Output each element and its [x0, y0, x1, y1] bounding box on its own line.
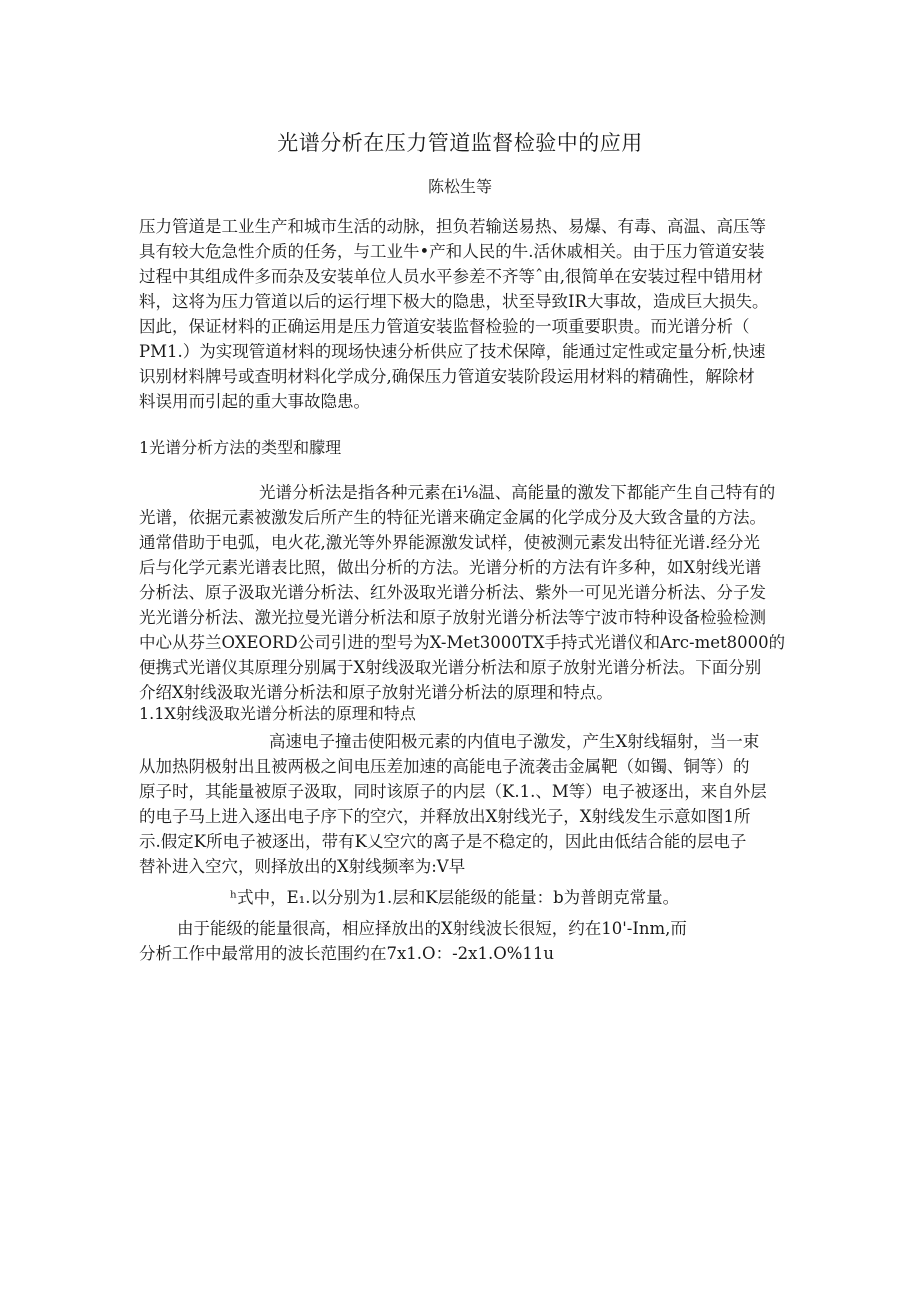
- text-line: 由于能级的能量很高，相应择放出的X射线波长很短，约在10'-Inm,而: [177, 919, 687, 938]
- text-line: 后与化学元素光谱表比照，做出分析的方法。光谱分析的方法有许多种，如X射线光谱: [139, 558, 762, 577]
- text-line: 通常借助于电弧，电火花,激光等外界能源激发试样，使被测元素发出特征光谱.经分光: [139, 533, 760, 552]
- text-line: 便携式光谱仪其原理分别属于X射线汲取光谱分析法和原子放射光谱分析法。下面分别: [139, 658, 762, 677]
- text-line: 光谱，依据元素被激发后所产生的特征光谱来确定金属的化学成分及大致含量的方法。: [139, 508, 766, 527]
- text-line: 高速电子撞击使阳极元素的内值电子激发，产生X射线辐射，当一束: [269, 732, 760, 751]
- section11-paragraph: [139, 729, 785, 879]
- text-line: ʰ式中，E₁.以分别为1.层和K层能级的能量：b为普朗克常量。: [230, 888, 680, 907]
- text-line: 的电子马上进入逐出电子序下的空穴，并释放出X射线光子，X射线发生示意如图1所: [139, 807, 751, 826]
- text-line: 示.假定K所电子被逐出，带有K乂空穴的离子是不稳定的，因此由低结合能的层电子: [139, 832, 747, 851]
- formula-explanation: [230, 885, 790, 910]
- text-line: 过程中其组成件多而杂及安装单位人员水平参差不齐等ˆ由,很简单在安装过程中错用材: [139, 267, 763, 286]
- final-paragraph: [139, 916, 785, 966]
- section1-paragraph: [139, 480, 785, 705]
- subsection-heading: 1.1X射线汲取光谱分析法的原理和特点: [139, 704, 416, 723]
- text-line: 料，这将为压力管道以后的运行埋下极大的隐患，状至导致IR大事故，造成巨大损失。: [139, 292, 769, 311]
- section-heading: 1光谱分析方法的类型和朦理: [139, 438, 342, 457]
- text-line: PM1.）为实现管道材料的现场快速分析供应了技术保障，能通过定性或定量分析,快速: [139, 342, 766, 361]
- text-line: 分析工作中最常用的波长范围约在7x1.O：-2x1.O%11u: [139, 944, 555, 963]
- author-line: 陈松生等: [427, 177, 492, 196]
- text-line: 具有较大危急性介质的任务，与工业牛•产和人民的牛.活休戚相关。由于压力管道安装: [139, 242, 765, 261]
- text-line: 光光谱分析法、激光拉曼光谱分析法和原子放射光谱分析法等宁波市特种设备检验检测: [139, 608, 766, 627]
- text-line: 从加热阴极射出且被两极之间电压差加速的高能电子流袭击金属靶（如镯、铜等）的: [139, 757, 750, 776]
- page-title: 光谱分析在压力管道监督检验中的应用: [277, 131, 643, 155]
- text-line: 介绍X射线汲取光谱分析法和原子放射光谱分析法的原理和特点。: [139, 683, 613, 702]
- text-line: 原子时，其能量被原子汲取，同时该原子的内层（K.1.、M等）电子被逐出，来自外层: [139, 782, 767, 801]
- text-line: 分析法、原子汲取光谱分析法、红外汲取光谱分析法、紫外一可见光谱分析法、分子发: [139, 583, 766, 602]
- text-line: 压力管道是工业生产和城市生活的动脉，担负若输送易热、易爆、有毒、高温、高压等: [139, 217, 766, 236]
- text-line: 替补进入空穴，则择放出的X射线频率为:V早: [139, 857, 466, 876]
- intro-paragraph: [139, 214, 785, 414]
- text-line: 料误用而引起的重大事故隐患。: [139, 392, 370, 411]
- text-line: 中心从芬兰OXEORD公司引进的型号为X-Met3000TX手持式光谱仪和Arc-met8000的: [139, 633, 785, 652]
- text-line: 因此，保证材料的正确运用是压力管道安装监督检验的一项重要职贵。而光谱分析（: [139, 317, 750, 336]
- text-line: 光谱分析法是指各种元素在i⅛温、高能量的激发下都能产生自己特有的: [259, 483, 776, 502]
- text-line: 识别材料牌号或查明材料化学成分,确保压力管道安装阶段运用材料的精确性，解除材: [139, 367, 755, 386]
